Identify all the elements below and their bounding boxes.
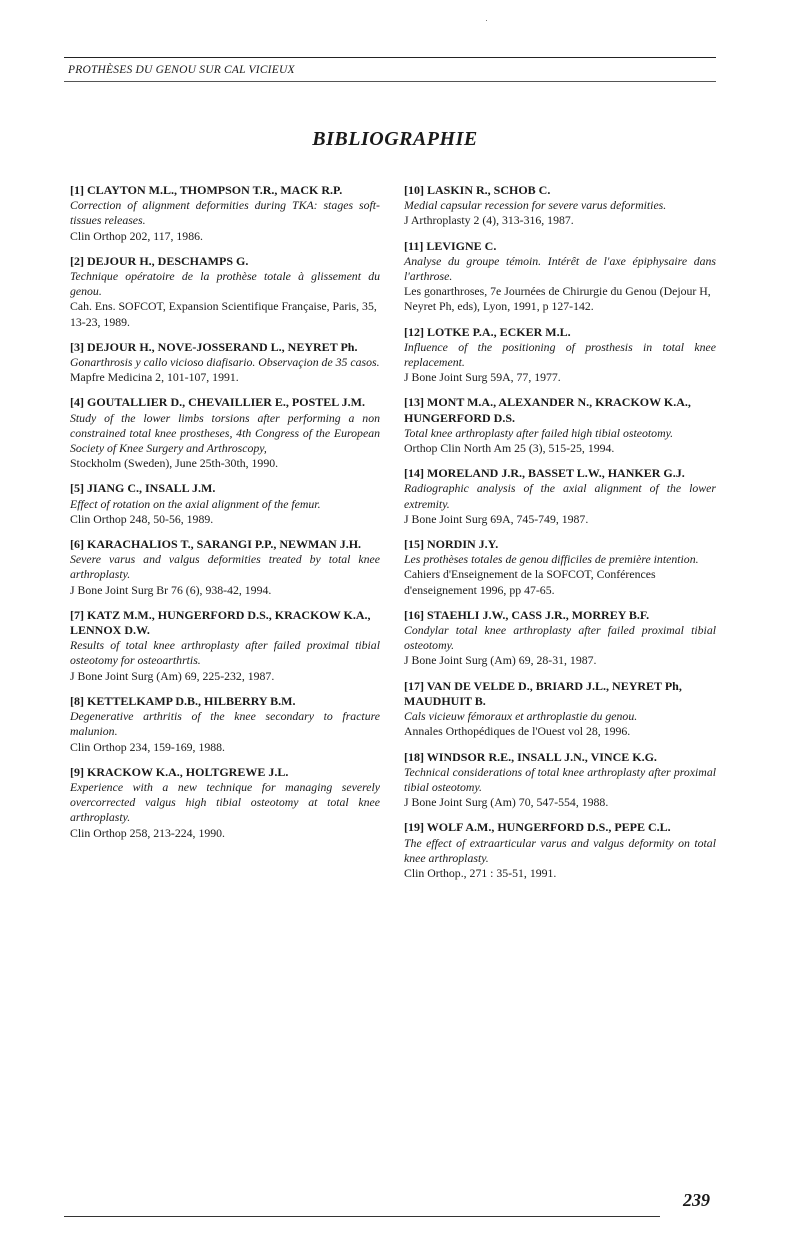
reference-authors: [8] KETTELKAMP D.B., HILBERRY B.M. (70, 693, 296, 708)
reference-column-right (404, 183, 716, 891)
reference-entry (404, 537, 716, 598)
reference-source: Stockholm (Sweden), June 25th-30th, 1990. (70, 456, 279, 471)
reference-title: The effect of extraarticular varus and valgus deformity on total knee arthroplasty. (404, 835, 716, 865)
reference-title: Technical considerations of total knee arthroplasty after proximal tibial osteotomy. (404, 764, 716, 794)
reference-source: Cahiers d'Enseignement de la SOFCOT, Conférences d'enseignement 1996, pp 47-65. (404, 567, 656, 597)
reference-authors: [9] KRACKOW K.A., HOLTGREWE J.L. (70, 764, 289, 779)
reference-source: Mapfre Medicina 2, 101-107, 1991. (70, 370, 239, 385)
reference-source: J Bone Joint Surg 59A, 77, 1977. (404, 370, 561, 385)
reference-entry (404, 608, 716, 669)
reference-authors: [11] LEVIGNE C. (404, 238, 497, 253)
reference-entry (70, 481, 380, 527)
reference-source: J Bone Joint Surg (Am) 70, 547-554, 1988. (404, 795, 609, 810)
reference-title: Experience with a new technique for managing severely overcorrected valgus high tibial osteotomy at total knee arthroplasty. (70, 779, 380, 825)
reference-source: J Arthroplasty 2 (4), 313-316, 1987. (404, 213, 574, 228)
reference-authors: [16] STAEHLI J.W., CASS J.R., MORREY B.F. (404, 607, 650, 622)
reference-title: Effect of rotation on the axial alignment of the femur. (70, 496, 321, 511)
reference-title: Influence of the positioning of prosthesis in total knee replacement. (404, 339, 716, 370)
reference-authors: [19] WOLF A.M., HUNGERFORD D.S., PEPE C.L. (404, 820, 671, 835)
scan-speck (486, 20, 487, 21)
reference-title: Total knee arthroplasty after failed high tibial osteotomy. (404, 425, 674, 440)
reference-entry (70, 537, 380, 598)
reference-authors: [4] GOUTALLIER D., CHEVAILLIER E., POSTEL J.M. (70, 395, 365, 410)
reference-source: Orthop Clin North Am 25 (3), 515-25, 1994. (404, 441, 615, 456)
reference-title: Cals vicieuw fémoraux et arthroplastie du genou. (404, 709, 638, 724)
reference-authors: [17] VAN DE VELDE D., BRIARD J.L., NEYRET Ph, MAUDHUIT B. (404, 678, 682, 708)
reference-title: Technique opératoire de la prothèse totale à glissement du genou. (70, 269, 380, 299)
reference-entry (404, 679, 716, 740)
reference-authors: [6] KARACHALIOS T., SARANGI P.P., NEWMAN J.H. (70, 537, 362, 552)
reference-title: Gonarthrosis y callo vicioso diafisario. Observaçion de 35 casos. (70, 355, 380, 370)
reference-entry (70, 395, 380, 471)
reference-title: Medial capsular recession for severe varus deformities. (404, 198, 667, 213)
reference-title: Condylar total knee arthroplasty after failed proximal tibial osteotomy. (404, 623, 716, 653)
reference-source: Cah. Ens. SOFCOT, Expansion Scientifique Française, Paris, 35, 13-23, 1989. (70, 299, 377, 329)
footer-rule (64, 1216, 660, 1217)
reference-entry (70, 254, 380, 330)
reference-entry (404, 183, 716, 229)
section-title: BIBLIOGRAPHIE (312, 128, 478, 150)
reference-entry (70, 765, 380, 841)
reference-title: Les prothèses totales de genou difficiles de première intention. (404, 552, 699, 567)
reference-authors: [7] KATZ M.M., HUNGERFORD D.S., KRACKOW K.A., LENNOX D.W. (70, 607, 371, 638)
reference-entry (70, 694, 380, 755)
reference-source: J Bone Joint Surg Br 76 (6), 938-42, 1994. (70, 582, 272, 597)
reference-authors: [2] DEJOUR H., DESCHAMPS G. (70, 253, 249, 268)
reference-authors: [15] NORDIN J.Y. (404, 537, 499, 552)
reference-source: J Bone Joint Surg (Am) 69, 225-232, 1987. (70, 668, 275, 683)
reference-title: Degenerative arthritis of the knee secondary to fracture malunion. (70, 709, 380, 739)
running-head (64, 57, 716, 82)
reference-entry (404, 239, 716, 315)
reference-source: Clin Orthop 258, 213-224, 1990. (70, 825, 225, 840)
reference-source: J Bone Joint Surg 69A, 745-749, 1987. (404, 511, 589, 526)
reference-source: Les gonarthroses, 7e Journées de Chirurgie du Genou (Dejour H, Neyret Ph, eds), Lyon, 1991, p 127-142. (404, 284, 711, 314)
reference-entry (404, 395, 716, 456)
page-number: 239 (683, 1190, 710, 1210)
reference-source: Clin Orthop 248, 50-56, 1989. (70, 511, 214, 526)
reference-column-left (70, 183, 380, 851)
reference-title: Study of the lower limbs torsions after performing a non constrained total knee prostheses, 4th Congress of the European Society of Knee Surgery and Arthroscopy, (70, 410, 380, 456)
reference-authors: [14] MORELAND J.R., BASSET L.W., HANKER G.J. (404, 466, 685, 481)
reference-authors: [3] DEJOUR H., NOVE-JOSSERAND L., NEYRET Ph. (70, 339, 358, 354)
reference-title: Analyse du groupe témoin. Intérêt de l'axe épiphysaire dans l'arthrose. (404, 253, 716, 284)
reference-entry (70, 608, 380, 684)
reference-source: Clin Orthop 202, 117, 1986. (70, 228, 203, 243)
reference-source: Annales Orthopédiques de l'Ouest vol 28, 1996. (404, 724, 631, 739)
reference-source: Clin Orthop., 271 : 35-51, 1991. (404, 865, 557, 880)
reference-source: Clin Orthop 234, 159-169, 1988. (70, 739, 225, 754)
reference-authors: [5] JIANG C., INSALL J.M. (70, 481, 216, 496)
reference-entry (404, 820, 716, 881)
reference-authors: [18] WINDSOR R.E., INSALL J.N., VINCE K.G. (404, 749, 657, 764)
reference-title: Severe varus and valgus deformities treated by total knee arthroplasty. (70, 552, 380, 582)
reference-title: Radiographic analysis of the axial alignment of the lower extremity. (404, 481, 716, 511)
reference-authors: [12] LOTKE P.A., ECKER M.L. (404, 324, 571, 339)
reference-authors: [1] CLAYTON M.L., THOMPSON T.R., MACK R.P. (70, 183, 343, 197)
reference-authors: [10] LASKIN R., SCHOB C. (404, 183, 551, 197)
reference-entry (404, 325, 716, 386)
reference-entry (404, 750, 716, 811)
header-bottom-rule (64, 81, 716, 82)
reference-title: Results of total knee arthroplasty after failed proximal tibial osteotomy for osteoarthrtis. (70, 638, 380, 668)
reference-title: Correction of alignment deformities during TKA: stages soft-tissues releases. (70, 198, 380, 228)
reference-entry (70, 183, 380, 244)
reference-entry (404, 466, 716, 527)
reference-entry (70, 340, 380, 386)
reference-authors: [13] MONT M.A., ALEXANDER N., KRACKOW K.A., HUNGERFORD D.S. (404, 395, 691, 425)
reference-source: J Bone Joint Surg (Am) 69, 28-31, 1987. (404, 653, 597, 668)
running-head-title: PROTHÈSES DU GENOU SUR CAL VICIEUX (68, 64, 295, 76)
